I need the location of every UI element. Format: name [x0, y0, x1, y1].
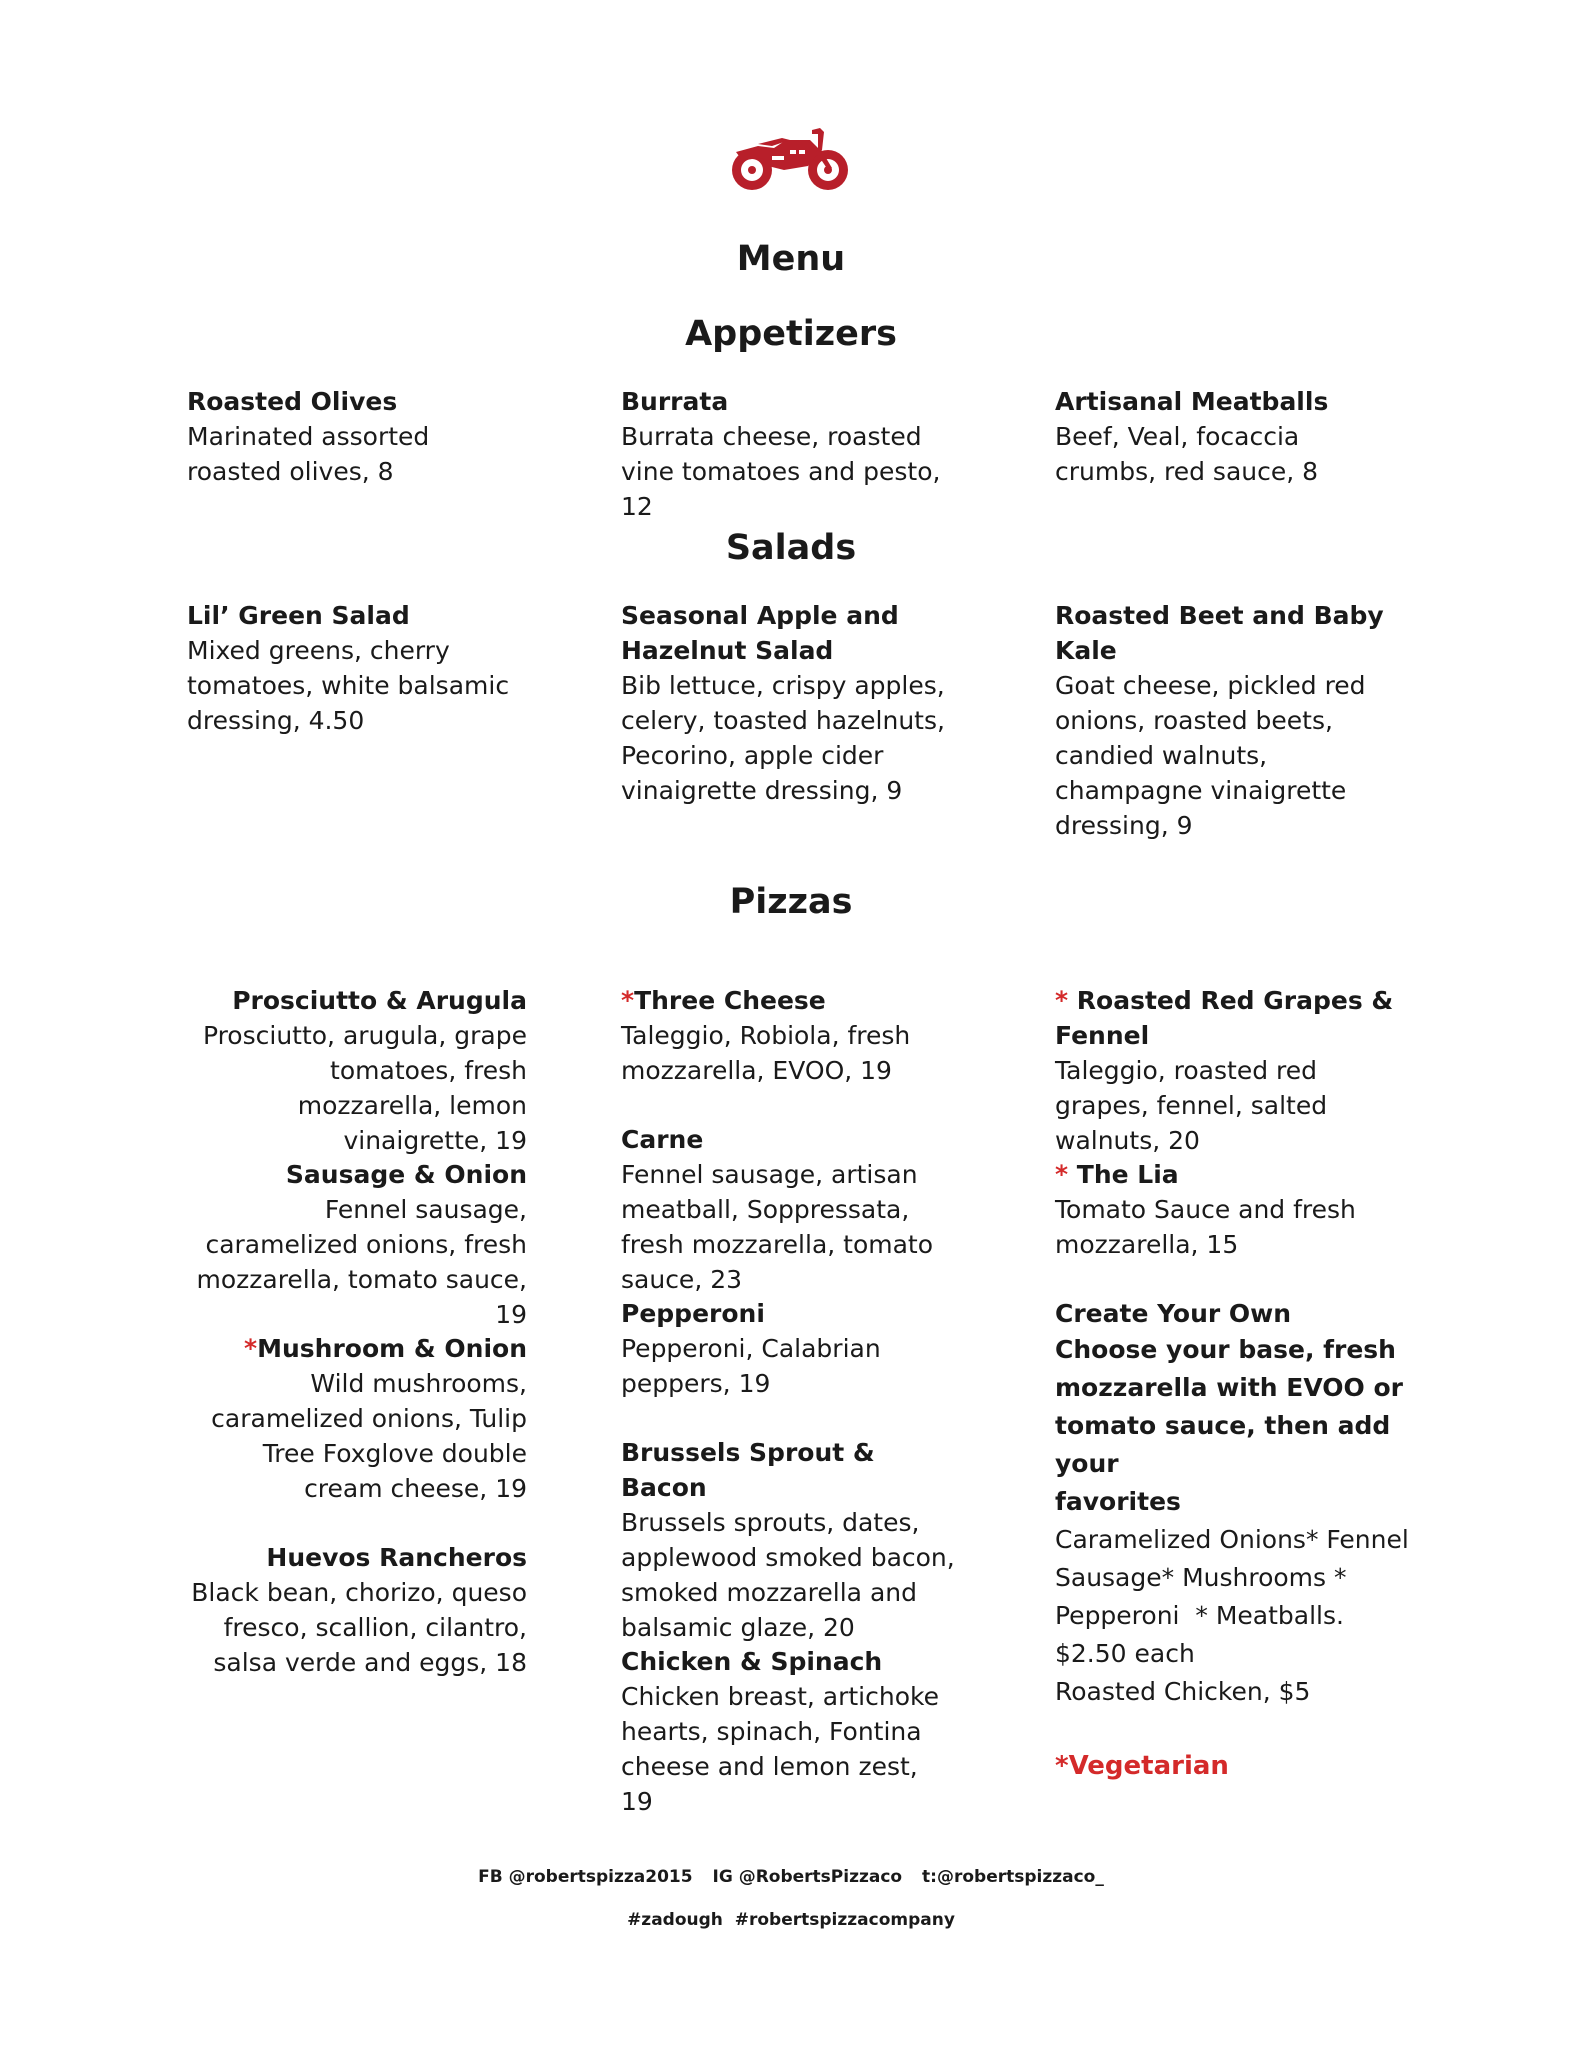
motorcycle-icon	[728, 126, 852, 194]
pizza-item	[621, 983, 941, 1088]
item-name: * Roasted Red Grapes & Fennel	[1055, 986, 1394, 1050]
vegetarian-mark: *	[244, 1334, 258, 1363]
item-name: Sausage & Onion	[285, 1160, 527, 1189]
pizza-item	[621, 1435, 961, 1645]
item-description: Black bean, chorizo, queso fresco, scallion, cilantro, salsa verde and eggs, 18	[191, 1578, 527, 1677]
item-name: Huevos Rancheros	[266, 1543, 527, 1572]
vegetarian-mark: *	[1055, 986, 1077, 1015]
item-name: Seasonal Apple and Hazelnut Salad	[621, 601, 899, 665]
vegetarian-mark: *	[621, 986, 635, 1015]
pizza-item	[1055, 983, 1410, 1158]
pizza-item	[1055, 1157, 1375, 1262]
salad-item	[621, 598, 951, 808]
create-your-own	[1055, 1296, 1435, 1711]
cyo-line: tomato sauce, then add your	[1055, 1411, 1391, 1478]
pizza-item	[187, 1157, 527, 1332]
item-name: Pepperoni	[621, 1299, 765, 1328]
item-description: Brussels sprouts, dates, applewood smoked bacon, smoked mozzarella and balsamic glaze, 20	[621, 1508, 955, 1642]
item-name: Prosciutto & Arugula	[232, 986, 527, 1015]
item-name: Brussels Sprout & Bacon	[621, 1438, 875, 1502]
item-name: *Three Cheese	[621, 986, 826, 1015]
item-name: Chicken & Spinach	[621, 1647, 883, 1676]
item-name: Artisanal Meatballs	[1055, 387, 1329, 416]
item-description: Wild mushrooms, caramelized onions, Tulip Tree Foxglove double cream cheese, 19	[211, 1369, 527, 1503]
item-description: Pepperoni, Calabrian peppers, 19	[621, 1334, 881, 1398]
pizzas-heading: Pizzas	[729, 882, 853, 922]
item-description: Goat cheese, pickled red onions, roasted beets, candied walnuts, champagne vinaigrette dressing, 9	[1055, 671, 1366, 840]
item-description: Taleggio, Robiola, fresh mozzarella, EVOO, 19	[621, 1021, 911, 1085]
salads-heading: Salads	[725, 528, 857, 568]
salad-item	[187, 598, 517, 738]
item-name: Burrata	[621, 387, 729, 416]
cyo-extra-line: Caramelized Onions* Fennel	[1055, 1525, 1409, 1554]
item-description: Fennel sausage, artisan meatball, Soppressata, fresh mozzarella, tomato sauce, 23	[621, 1160, 934, 1294]
appetizer-item	[1055, 384, 1400, 489]
vegetarian-note: *Vegetarian	[1055, 1751, 1229, 1781]
pizza-item	[187, 1331, 527, 1506]
item-name: *Mushroom & Onion	[244, 1334, 527, 1363]
vegetarian-mark: *	[1055, 1160, 1077, 1189]
cyo-extra-line: Pepperoni * Meatballs.	[1055, 1601, 1344, 1630]
item-description: Bib lettuce, crispy apples, celery, toasted hazelnuts, Pecorino, apple cider vinaigrette dressing, 9	[621, 671, 945, 805]
pizza-item	[621, 1122, 971, 1297]
item-description: Fennel sausage, caramelized onions, fresh mozzarella, tomato sauce, 19	[196, 1195, 527, 1329]
cyo-line: favorites	[1055, 1487, 1181, 1516]
footer-social	[0, 1866, 1582, 1888]
instagram-handle: IG @RobertsPizzaco	[712, 1867, 903, 1887]
facebook-handle: FB @robertspizza2015	[478, 1867, 693, 1887]
item-description: Chicken breast, artichoke hearts, spinach, Fontina cheese and lemon zest, 19	[621, 1682, 939, 1816]
cyo-line: Choose your base, fresh	[1055, 1335, 1396, 1364]
item-description: Mixed greens, cherry tomatoes, white balsamic dressing, 4.50	[187, 636, 510, 735]
item-name: Carne	[621, 1125, 704, 1154]
footer-hashtags: #zadough #robertspizzacompany	[627, 1910, 955, 1930]
item-name: Lil’ Green Salad	[187, 601, 410, 630]
page-title: Menu	[736, 239, 846, 279]
item-description: Taleggio, roasted red grapes, fennel, salted walnuts, 20	[1055, 1056, 1328, 1155]
item-description: Marinated assorted roasted olives, 8	[187, 422, 430, 486]
item-description: Burrata cheese, roasted vine tomatoes and pesto, 12	[621, 422, 941, 521]
cyo-extra-line: Roasted Chicken, $5	[1055, 1677, 1311, 1706]
pizza-item	[621, 1296, 921, 1401]
appetizer-item	[621, 384, 966, 524]
cyo-extra-line: Sausage* Mushrooms *	[1055, 1563, 1347, 1592]
cyo-extra-line: $2.50 each	[1055, 1639, 1195, 1668]
item-description: Beef, Veal, focaccia crumbs, red sauce, 8	[1055, 422, 1319, 486]
item-name: Roasted Olives	[187, 387, 398, 416]
cyo-line: mozzarella with EVOO or	[1055, 1373, 1404, 1402]
item-description: Prosciutto, arugula, grape tomatoes, fresh mozzarella, lemon vinaigrette, 19	[202, 1021, 527, 1155]
twitter-handle: t:@robertspizzaco_	[922, 1867, 1104, 1887]
pizza-item	[187, 1540, 527, 1680]
salad-item	[1055, 598, 1410, 843]
pizza-item	[621, 1644, 951, 1819]
appetizer-item	[187, 384, 527, 489]
item-name: Roasted Beet and Baby Kale	[1055, 601, 1384, 665]
item-description: Tomato Sauce and fresh mozzarella, 15	[1055, 1195, 1356, 1259]
item-name: Create Your Own	[1055, 1299, 1292, 1328]
item-name: * The Lia	[1055, 1160, 1179, 1189]
appetizers-heading: Appetizers	[685, 314, 897, 354]
pizza-item	[187, 983, 527, 1158]
